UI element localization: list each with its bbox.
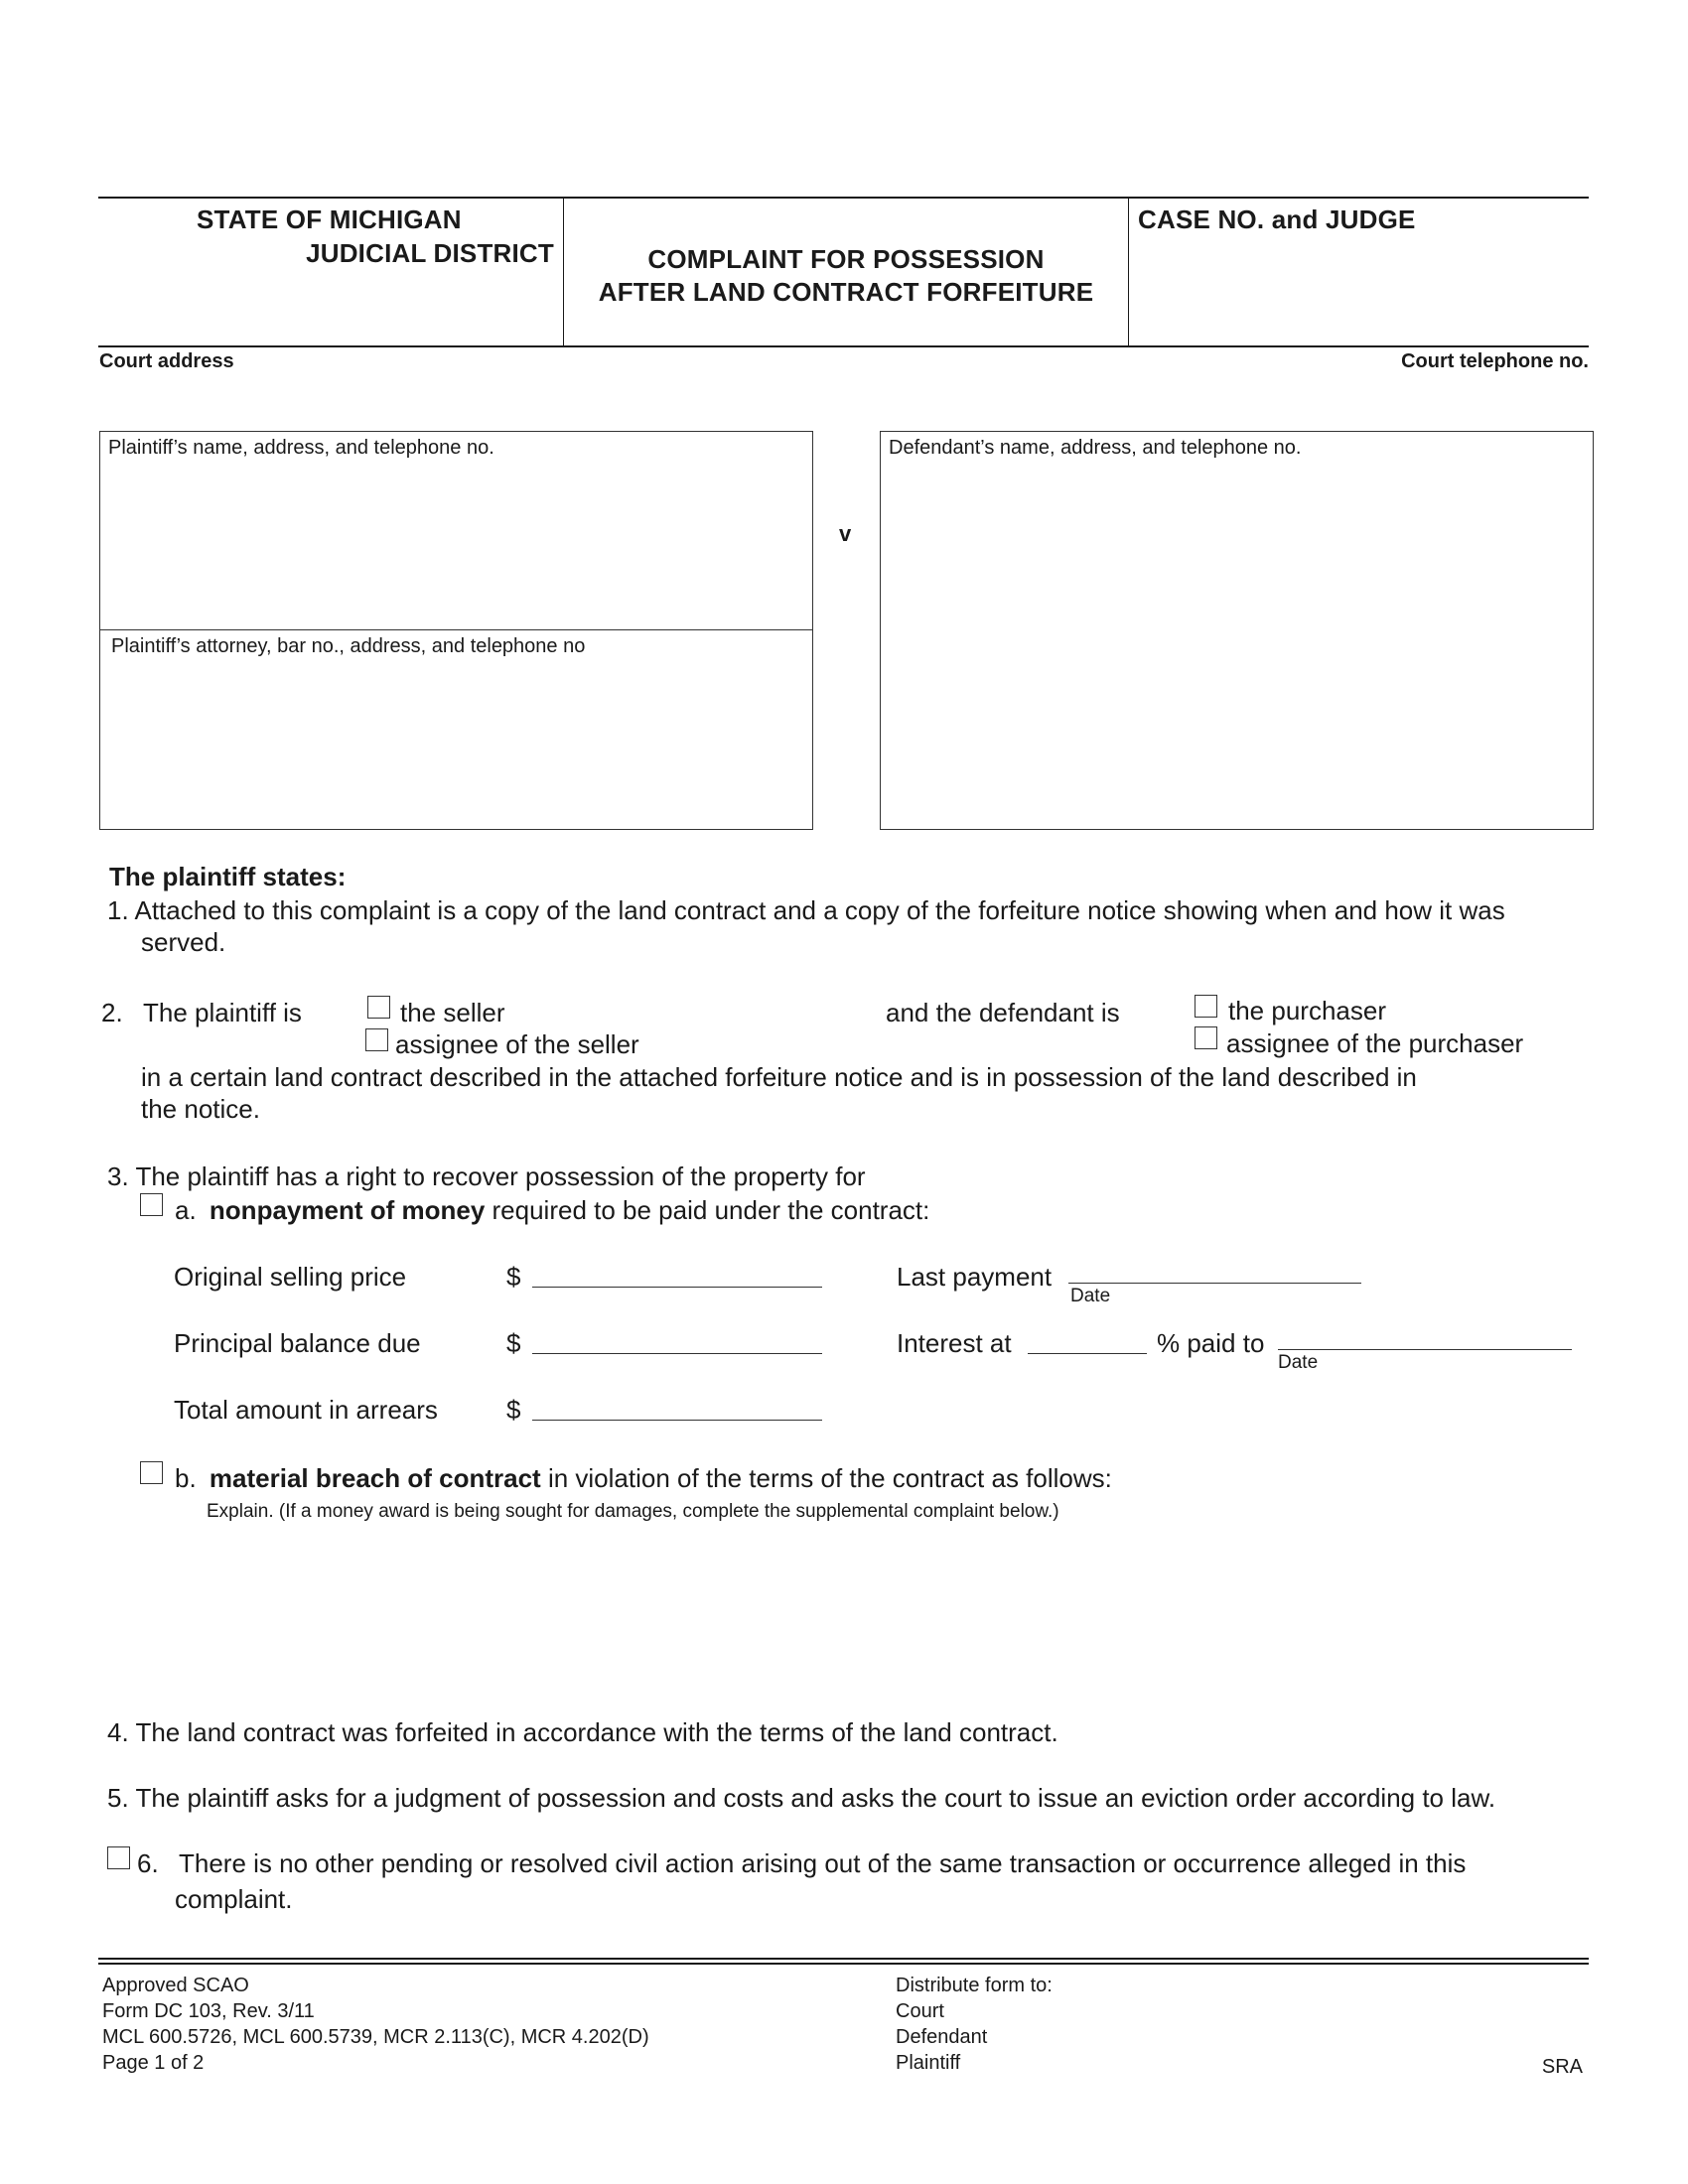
attorney-label: Plaintiff’s attorney, bar no., address, and telephone no — [111, 635, 586, 657]
last-payment-label: Last payment — [897, 1262, 1053, 1292]
nonpayment-prefix: a. — [175, 1195, 197, 1225]
header-bottom-rule — [98, 345, 1589, 347]
court-address-label: Court address — [99, 350, 234, 372]
case-no-judge-label: CASE NO. and JUDGE — [1138, 205, 1416, 234]
footer-distribute: Distribute form to: — [896, 1975, 1053, 1996]
last-payment-date-field[interactable] — [1068, 1283, 1361, 1284]
paid-to-label: % paid to — [1157, 1328, 1265, 1358]
paid-to-date-field[interactable] — [1278, 1349, 1572, 1350]
footer-rule-1 — [98, 1958, 1589, 1960]
statement-1-line2: served. — [141, 927, 226, 957]
nonpayment-text — [175, 1195, 929, 1226]
interest-rate-field[interactable] — [1028, 1353, 1147, 1354]
header-divider-right — [1128, 198, 1129, 346]
seller-checkbox[interactable] — [367, 996, 390, 1019]
form-title-line1: COMPLAINT FOR POSSESSION — [647, 244, 1045, 274]
statement-5: 5. The plaintiff asks for a judgment of possession and costs and asks the court to issue an eviction order according to law. — [107, 1783, 1496, 1813]
breach-bold: material breach of contract — [209, 1463, 541, 1493]
breach-explain-caption: Explain. (If a money award is being sought for damages, complete the supplemental complaint below.) — [207, 1501, 1059, 1522]
last-payment-date-caption: Date — [1070, 1286, 1111, 1306]
footer-sra: SRA — [1541, 2056, 1583, 2078]
judicial-district: JUDICIAL DISTRICT — [306, 238, 554, 268]
breach-prefix: b. — [175, 1463, 197, 1493]
attorney-box[interactable] — [99, 629, 813, 830]
footer-dist-plaintiff: Plaintiff — [896, 2052, 961, 2074]
statement-3-line1: 3. The plaintiff has a right to recover possession of the property for — [107, 1161, 866, 1191]
interest-at-label: Interest at — [897, 1328, 1012, 1358]
footer-mcl: MCL 600.5726, MCL 600.5739, MCR 2.113(C), MCR 4.202(D) — [102, 2026, 649, 2048]
dollar-sign-3: $ — [506, 1395, 521, 1425]
plaintiff-is-label: The plaintiff is — [143, 998, 302, 1027]
statement-2-line4: the notice. — [141, 1094, 260, 1124]
footer-page: Page 1 of 2 — [102, 2052, 205, 2074]
principal-balance-label: Principal balance due — [174, 1328, 421, 1358]
nonpayment-rest: required to be paid under the contract: — [492, 1195, 930, 1225]
statement-4: 4. The land contract was forfeited in accordance with the terms of the land contract. — [107, 1717, 1058, 1747]
form-title-line2: AFTER LAND CONTRACT FORFEITURE — [598, 277, 1094, 307]
header-top-rule — [98, 197, 1589, 199]
purchaser-label: the purchaser — [1228, 996, 1386, 1025]
defendant-label: Defendant’s name, address, and telephone no. — [889, 437, 1302, 459]
assignee-seller-checkbox[interactable] — [365, 1028, 388, 1051]
statement-2-line3: in a certain land contract described in the attached forfeiture notice and is in possession of the land described in — [141, 1062, 1417, 1092]
footer-form-number: Form DC 103, Rev. 3/11 — [102, 2000, 315, 2022]
statement-2-number: 2. — [101, 998, 123, 1027]
paid-to-date-caption: Date — [1278, 1352, 1319, 1373]
court-telephone-label: Court telephone no. — [1401, 350, 1589, 372]
defendant-box[interactable] — [880, 431, 1594, 830]
assignee-purchaser-label: assignee of the purchaser — [1226, 1028, 1524, 1058]
footer-dist-defendant: Defendant — [896, 2026, 988, 2048]
assignee-seller-label: assignee of the seller — [395, 1029, 639, 1059]
versus-label: v — [839, 521, 852, 546]
statement-1-line1: 1. Attached to this complaint is a copy of the land contract and a copy of the forfeiture notice showing when and how it was — [107, 895, 1505, 925]
assignee-purchaser-checkbox[interactable] — [1195, 1026, 1217, 1049]
total-arrears-field[interactable] — [532, 1420, 822, 1421]
dollar-sign-2: $ — [506, 1328, 521, 1358]
seller-label: the seller — [400, 998, 505, 1027]
plaintiff-box[interactable] — [99, 431, 813, 630]
principal-balance-field[interactable] — [532, 1353, 822, 1354]
original-selling-price-field[interactable] — [532, 1287, 822, 1288]
breach-rest: in violation of the terms of the contract as follows: — [547, 1463, 1112, 1493]
no-other-action-checkbox[interactable] — [107, 1846, 130, 1869]
state-of-michigan: STATE OF MICHIGAN — [197, 205, 462, 234]
footer-approved: Approved SCAO — [102, 1975, 249, 1996]
footer-rule-2 — [98, 1963, 1589, 1965]
plaintiff-states-heading: The plaintiff states: — [109, 862, 347, 891]
material-breach-checkbox[interactable] — [140, 1461, 163, 1484]
statement-6-number: 6. — [137, 1848, 159, 1878]
statement-6-line2: complaint. — [175, 1884, 293, 1914]
nonpayment-checkbox[interactable] — [140, 1193, 163, 1216]
plaintiff-label: Plaintiff’s name, address, and telephone no. — [108, 437, 494, 459]
material-breach-text — [175, 1463, 1112, 1494]
footer-dist-court: Court — [896, 2000, 944, 2022]
nonpayment-bold: nonpayment of money — [209, 1195, 486, 1225]
purchaser-checkbox[interactable] — [1195, 995, 1217, 1018]
statement-6-line1: There is no other pending or resolved civil action arising out of the same transaction or occurrence alleged in this — [179, 1848, 1467, 1878]
dollar-sign-1: $ — [506, 1262, 521, 1292]
original-selling-price-label: Original selling price — [174, 1262, 407, 1292]
total-arrears-label: Total amount in arrears — [174, 1395, 438, 1425]
defendant-is-label: and the defendant is — [886, 998, 1120, 1027]
